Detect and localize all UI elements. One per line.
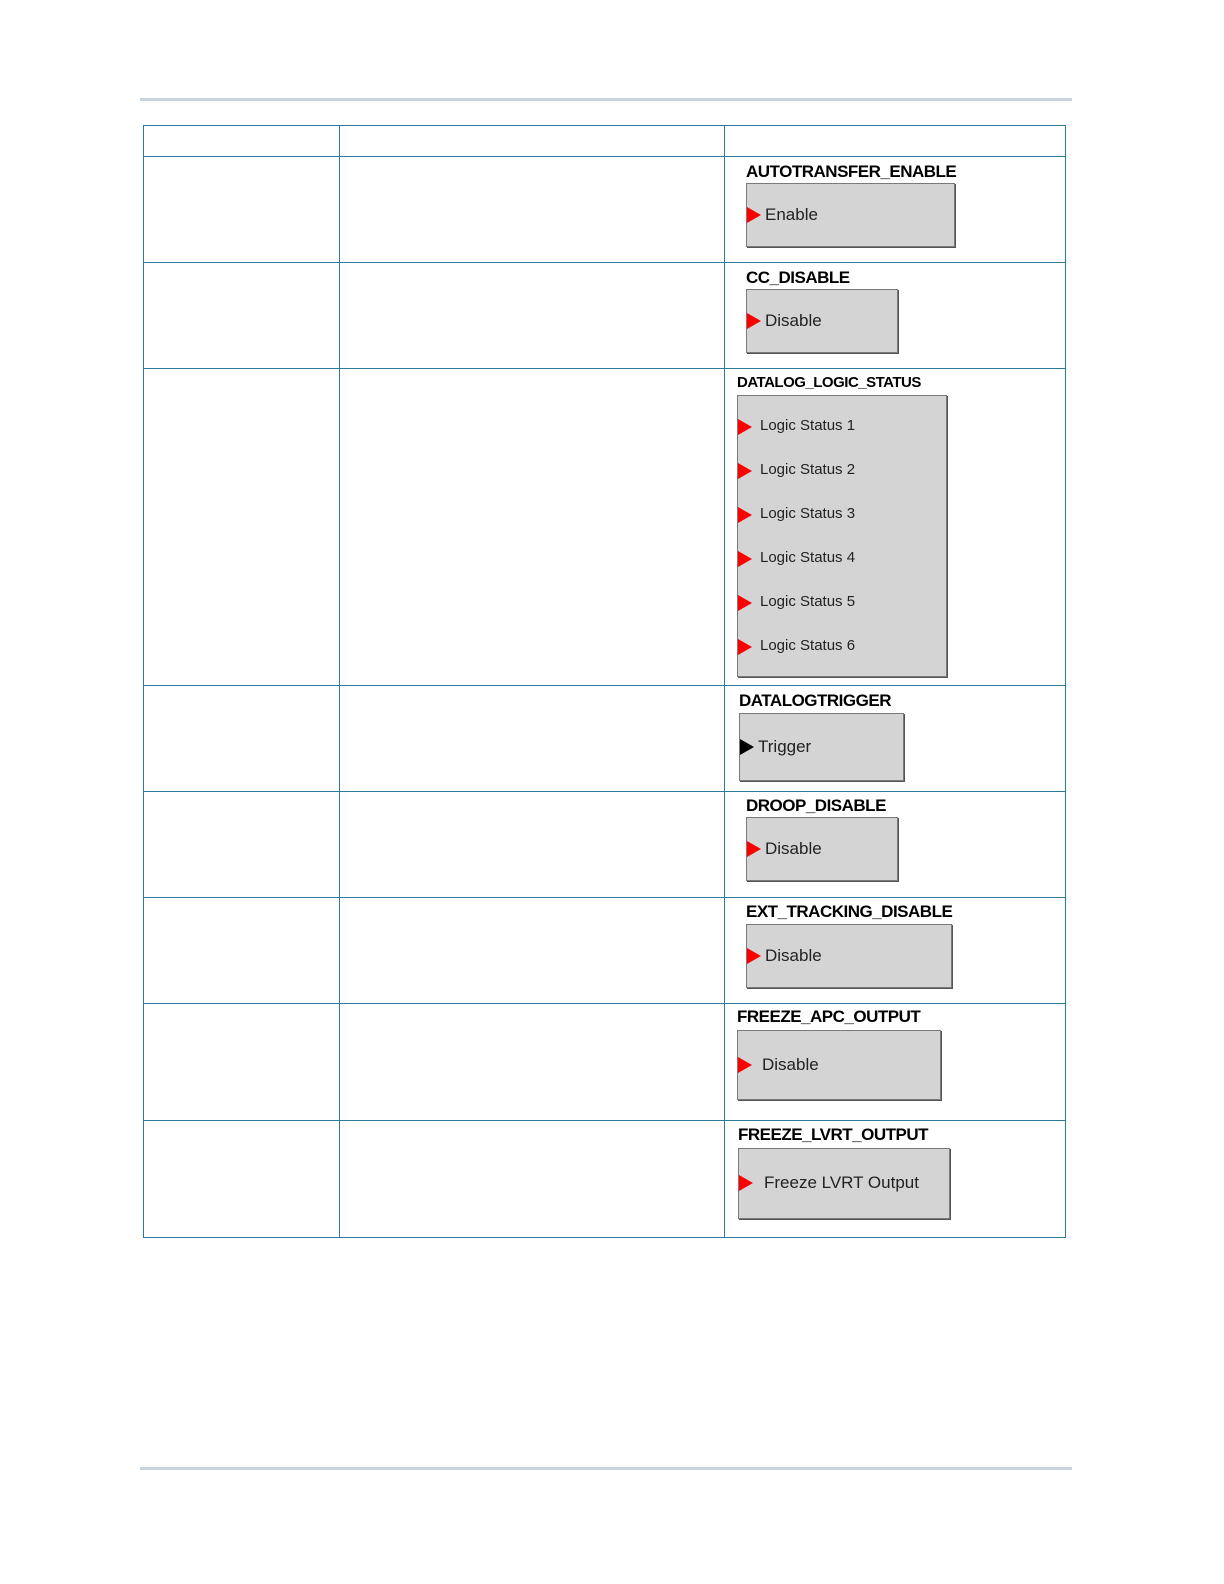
port-label: Enable xyxy=(765,205,818,224)
name-cell xyxy=(144,263,340,369)
block-title: DROOP_DISABLE xyxy=(746,796,886,815)
red-arrow-icon xyxy=(738,419,752,435)
header-rule xyxy=(140,98,1072,101)
table-row xyxy=(144,369,1066,686)
red-arrow-icon xyxy=(738,595,752,611)
table-row xyxy=(144,792,1066,898)
symbol-cell xyxy=(725,1004,1066,1121)
name-cell xyxy=(144,1004,340,1121)
name-cell xyxy=(144,1121,340,1238)
red-arrow-icon xyxy=(747,841,761,857)
table-row xyxy=(144,157,1066,263)
port-label: Trigger xyxy=(758,737,812,756)
description-cell xyxy=(340,686,725,792)
port-label: Logic Status 1 xyxy=(760,417,856,434)
symbol-cell xyxy=(725,369,1066,686)
block-body xyxy=(746,289,898,353)
block-title: AUTOTRANSFER_ENABLE xyxy=(746,162,957,181)
red-arrow-icon xyxy=(747,948,761,964)
table-row xyxy=(144,686,1066,792)
description-cell xyxy=(340,898,725,1004)
port-label: Disable xyxy=(765,946,822,965)
table-row xyxy=(144,1004,1066,1121)
table-row xyxy=(144,1121,1066,1238)
block-body xyxy=(746,183,955,247)
description-cell xyxy=(340,1004,725,1121)
block-title: FREEZE_APC_OUTPUT xyxy=(737,1007,921,1026)
red-arrow-icon xyxy=(747,207,761,223)
header-cell-name xyxy=(144,126,340,157)
red-arrow-icon xyxy=(738,551,752,567)
block-body xyxy=(739,713,904,781)
red-arrow-icon xyxy=(739,1175,753,1191)
block-body xyxy=(738,1148,950,1219)
name-cell xyxy=(144,157,340,263)
symbol-cell xyxy=(725,157,1066,263)
table-row xyxy=(144,898,1066,1004)
symbol-cell xyxy=(725,792,1066,898)
block-title: DATALOGTRIGGER xyxy=(739,691,891,710)
port-label: Logic Status 6 xyxy=(760,637,856,654)
red-arrow-icon xyxy=(738,507,752,523)
description-cell xyxy=(340,263,725,369)
name-cell xyxy=(144,369,340,686)
block-title: EXT_TRACKING_DISABLE xyxy=(746,902,953,921)
port-label: Disable xyxy=(762,1055,819,1074)
block-body xyxy=(746,924,952,988)
port-label: Logic Status 3 xyxy=(760,505,856,522)
port-label: Disable xyxy=(765,839,822,858)
description-cell xyxy=(340,369,725,686)
black-arrow-icon xyxy=(740,739,754,755)
red-arrow-icon xyxy=(738,463,752,479)
port-label: Freeze LVRT Output xyxy=(764,1173,919,1192)
port-label: Disable xyxy=(765,311,822,330)
symbol-cell xyxy=(725,263,1066,369)
name-cell xyxy=(144,792,340,898)
symbol-cell xyxy=(725,898,1066,1004)
table-row xyxy=(144,263,1066,369)
port-label: Logic Status 2 xyxy=(760,461,856,478)
block-body xyxy=(746,817,898,881)
description-cell xyxy=(340,1121,725,1238)
table-header-row xyxy=(144,126,1066,157)
symbol-cell xyxy=(725,686,1066,792)
block-title: FREEZE_LVRT_OUTPUT xyxy=(738,1125,928,1144)
name-cell xyxy=(144,686,340,792)
description-cell xyxy=(340,157,725,263)
red-arrow-icon xyxy=(738,1057,752,1073)
port-label: Logic Status 4 xyxy=(760,549,856,566)
name-cell xyxy=(144,898,340,1004)
header-cell-description xyxy=(340,126,725,157)
block-body xyxy=(737,1030,941,1100)
red-arrow-icon xyxy=(738,639,752,655)
header-cell-symbol xyxy=(725,126,1066,157)
description-cell xyxy=(340,792,725,898)
footer-rule xyxy=(140,1467,1072,1470)
port-label: Logic Status 5 xyxy=(760,593,856,610)
symbol-cell xyxy=(725,1121,1066,1238)
red-arrow-icon xyxy=(747,313,761,329)
block-title: CC_DISABLE xyxy=(746,268,850,287)
block-title: DATALOG_LOGIC_STATUS xyxy=(737,374,921,391)
logic-blocks-table xyxy=(143,125,1066,1238)
block-body xyxy=(737,395,947,677)
